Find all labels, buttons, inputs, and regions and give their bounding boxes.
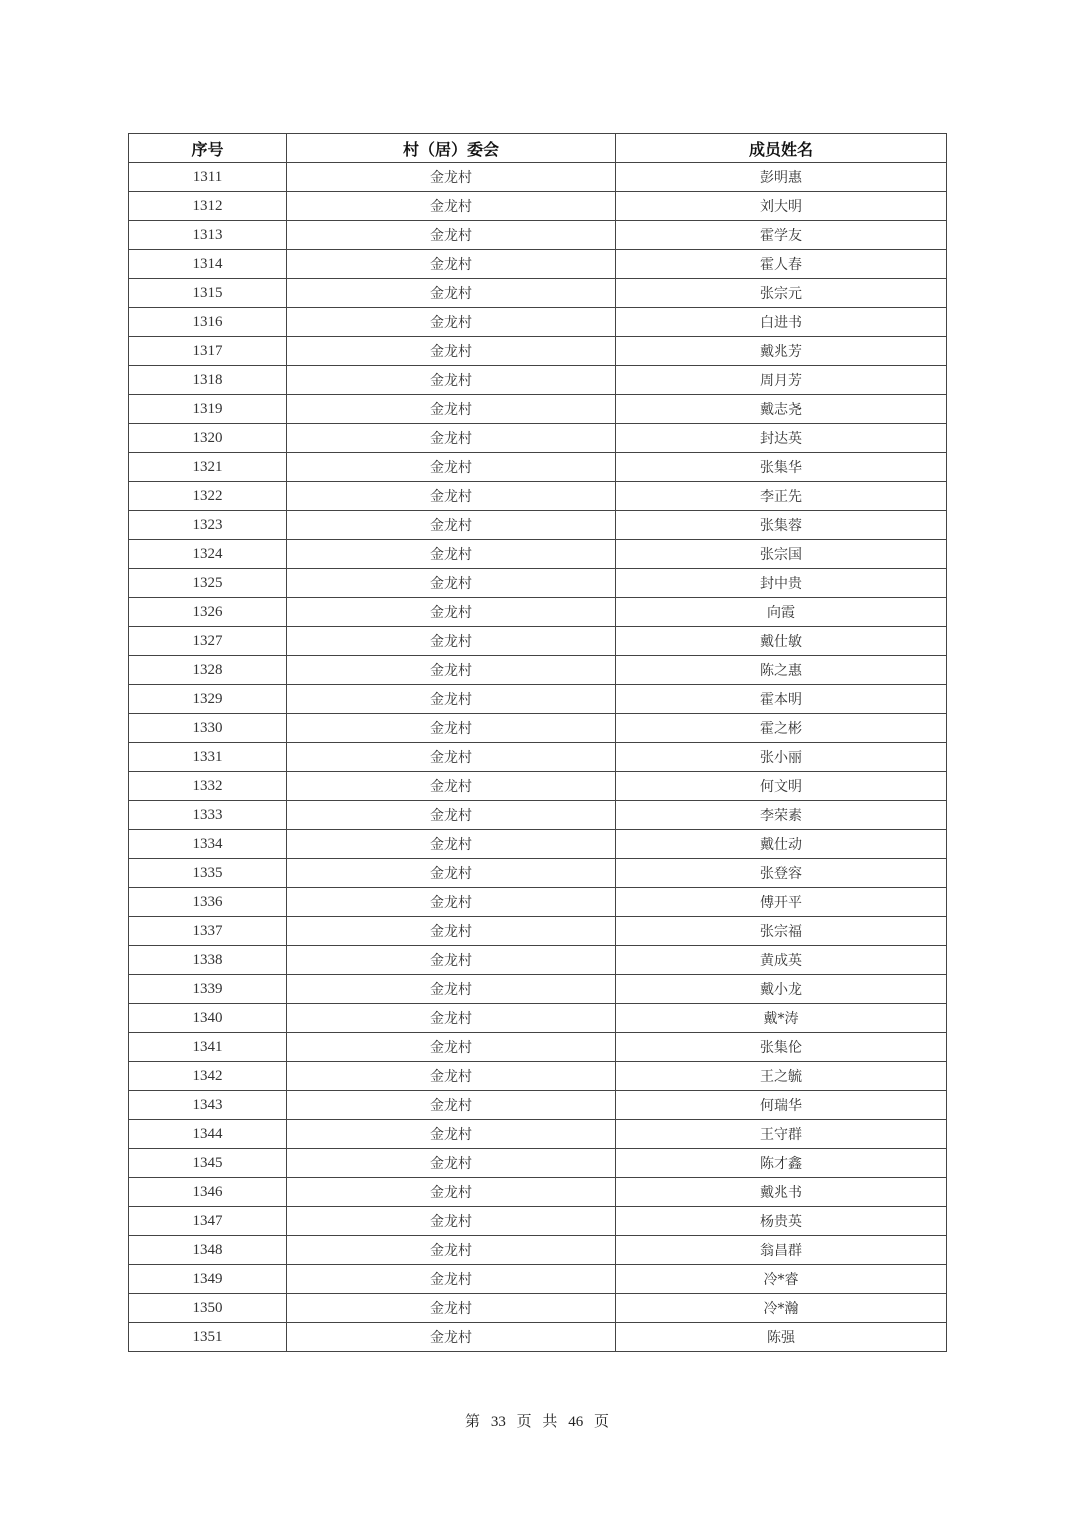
cell-village-committee: 金龙村 bbox=[287, 163, 616, 192]
table-row bbox=[129, 1120, 947, 1149]
cell-serial-number: 1338 bbox=[129, 946, 287, 975]
cell-village-committee: 金龙村 bbox=[287, 366, 616, 395]
table-row bbox=[129, 714, 947, 743]
table-row bbox=[129, 1236, 947, 1265]
cell-member-name: 刘大明 bbox=[616, 192, 947, 221]
cell-member-name: 霍之彬 bbox=[616, 714, 947, 743]
cell-serial-number: 1321 bbox=[129, 453, 287, 482]
cell-village-committee: 金龙村 bbox=[287, 743, 616, 772]
cell-serial-number: 1340 bbox=[129, 1004, 287, 1033]
cell-member-name: 戴*涛 bbox=[616, 1004, 947, 1033]
cell-village-committee: 金龙村 bbox=[287, 192, 616, 221]
table-row bbox=[129, 888, 947, 917]
footer-current-page: 33 bbox=[490, 1414, 506, 1430]
table-row bbox=[129, 511, 947, 540]
cell-village-committee: 金龙村 bbox=[287, 1207, 616, 1236]
cell-serial-number: 1315 bbox=[129, 279, 287, 308]
cell-member-name: 张集华 bbox=[616, 453, 947, 482]
table-row bbox=[129, 685, 947, 714]
table-row bbox=[129, 308, 947, 337]
cell-village-committee: 金龙村 bbox=[287, 1178, 616, 1207]
cell-village-committee: 金龙村 bbox=[287, 1033, 616, 1062]
cell-serial-number: 1325 bbox=[129, 569, 287, 598]
table-row bbox=[129, 1033, 947, 1062]
cell-member-name: 冷*睿 bbox=[616, 1265, 947, 1294]
table-row bbox=[129, 163, 947, 192]
cell-village-committee: 金龙村 bbox=[287, 656, 616, 685]
cell-serial-number: 1339 bbox=[129, 975, 287, 1004]
cell-member-name: 戴小龙 bbox=[616, 975, 947, 1004]
cell-village-committee: 金龙村 bbox=[287, 1294, 616, 1323]
cell-member-name: 白进书 bbox=[616, 308, 947, 337]
cell-village-committee: 金龙村 bbox=[287, 1004, 616, 1033]
footer-suffix: 页 bbox=[593, 1412, 609, 1430]
cell-serial-number: 1328 bbox=[129, 656, 287, 685]
cell-village-committee: 金龙村 bbox=[287, 395, 616, 424]
cell-member-name: 陈才鑫 bbox=[616, 1149, 947, 1178]
cell-serial-number: 1342 bbox=[129, 1062, 287, 1091]
cell-member-name: 傅开平 bbox=[616, 888, 947, 917]
table-row bbox=[129, 743, 947, 772]
cell-village-committee: 金龙村 bbox=[287, 308, 616, 337]
cell-member-name: 何文明 bbox=[616, 772, 947, 801]
cell-member-name: 张宗元 bbox=[616, 279, 947, 308]
table-row bbox=[129, 1178, 947, 1207]
table-row bbox=[129, 337, 947, 366]
cell-serial-number: 1322 bbox=[129, 482, 287, 511]
table-row bbox=[129, 656, 947, 685]
cell-serial-number: 1337 bbox=[129, 917, 287, 946]
footer-page-word: 页 bbox=[516, 1412, 532, 1430]
header-member-name: 成员姓名 bbox=[616, 134, 947, 163]
cell-member-name: 王之毓 bbox=[616, 1062, 947, 1091]
cell-member-name: 张登容 bbox=[616, 859, 947, 888]
cell-serial-number: 1334 bbox=[129, 830, 287, 859]
cell-serial-number: 1344 bbox=[129, 1120, 287, 1149]
header-village-committee: 村（居）委会 bbox=[287, 134, 616, 163]
cell-member-name: 翁昌群 bbox=[616, 1236, 947, 1265]
cell-village-committee: 金龙村 bbox=[287, 1323, 616, 1352]
cell-member-name: 冷*瀚 bbox=[616, 1294, 947, 1323]
cell-village-committee: 金龙村 bbox=[287, 830, 616, 859]
cell-member-name: 向霞 bbox=[616, 598, 947, 627]
cell-village-committee: 金龙村 bbox=[287, 946, 616, 975]
cell-village-committee: 金龙村 bbox=[287, 801, 616, 830]
cell-village-committee: 金龙村 bbox=[287, 424, 616, 453]
cell-village-committee: 金龙村 bbox=[287, 453, 616, 482]
cell-serial-number: 1323 bbox=[129, 511, 287, 540]
header-serial-number: 序号 bbox=[129, 134, 287, 163]
cell-village-committee: 金龙村 bbox=[287, 279, 616, 308]
cell-member-name: 戴仕敏 bbox=[616, 627, 947, 656]
table-row bbox=[129, 1294, 947, 1323]
cell-village-committee: 金龙村 bbox=[287, 888, 616, 917]
cell-serial-number: 1348 bbox=[129, 1236, 287, 1265]
table-row bbox=[129, 453, 947, 482]
cell-serial-number: 1316 bbox=[129, 308, 287, 337]
cell-serial-number: 1331 bbox=[129, 743, 287, 772]
table-row bbox=[129, 569, 947, 598]
cell-village-committee: 金龙村 bbox=[287, 975, 616, 1004]
table-row bbox=[129, 627, 947, 656]
cell-member-name: 陈之惠 bbox=[616, 656, 947, 685]
cell-member-name: 霍学友 bbox=[616, 221, 947, 250]
cell-village-committee: 金龙村 bbox=[287, 1236, 616, 1265]
cell-village-committee: 金龙村 bbox=[287, 627, 616, 656]
cell-serial-number: 1319 bbox=[129, 395, 287, 424]
page-footer bbox=[0, 1410, 1074, 1431]
cell-village-committee: 金龙村 bbox=[287, 685, 616, 714]
table-row bbox=[129, 366, 947, 395]
cell-serial-number: 1311 bbox=[129, 163, 287, 192]
cell-member-name: 霍本明 bbox=[616, 685, 947, 714]
cell-member-name: 黄成英 bbox=[616, 946, 947, 975]
table-row bbox=[129, 192, 947, 221]
cell-member-name: 何瑞华 bbox=[616, 1091, 947, 1120]
cell-serial-number: 1335 bbox=[129, 859, 287, 888]
cell-member-name: 张集蓉 bbox=[616, 511, 947, 540]
table-row bbox=[129, 772, 947, 801]
cell-serial-number: 1332 bbox=[129, 772, 287, 801]
table-row bbox=[129, 221, 947, 250]
cell-member-name: 李荣素 bbox=[616, 801, 947, 830]
cell-serial-number: 1336 bbox=[129, 888, 287, 917]
cell-village-committee: 金龙村 bbox=[287, 511, 616, 540]
cell-village-committee: 金龙村 bbox=[287, 1265, 616, 1294]
cell-serial-number: 1326 bbox=[129, 598, 287, 627]
cell-village-committee: 金龙村 bbox=[287, 1149, 616, 1178]
cell-serial-number: 1345 bbox=[129, 1149, 287, 1178]
table-row bbox=[129, 598, 947, 627]
cell-village-committee: 金龙村 bbox=[287, 540, 616, 569]
cell-serial-number: 1329 bbox=[129, 685, 287, 714]
cell-serial-number: 1350 bbox=[129, 1294, 287, 1323]
table-row bbox=[129, 1062, 947, 1091]
table-row bbox=[129, 250, 947, 279]
footer-total-pages: 46 bbox=[568, 1414, 584, 1430]
table-row bbox=[129, 1149, 947, 1178]
cell-serial-number: 1314 bbox=[129, 250, 287, 279]
cell-village-committee: 金龙村 bbox=[287, 482, 616, 511]
table-row bbox=[129, 1323, 947, 1352]
cell-member-name: 陈强 bbox=[616, 1323, 947, 1352]
cell-member-name: 戴兆芳 bbox=[616, 337, 947, 366]
cell-village-committee: 金龙村 bbox=[287, 1120, 616, 1149]
cell-village-committee: 金龙村 bbox=[287, 598, 616, 627]
cell-serial-number: 1343 bbox=[129, 1091, 287, 1120]
cell-member-name: 张宗国 bbox=[616, 540, 947, 569]
table-row bbox=[129, 1091, 947, 1120]
table-header-row bbox=[129, 134, 947, 163]
table-row bbox=[129, 1265, 947, 1294]
cell-village-committee: 金龙村 bbox=[287, 1062, 616, 1091]
member-table-container bbox=[128, 133, 946, 1352]
cell-village-committee: 金龙村 bbox=[287, 714, 616, 743]
table-row bbox=[129, 424, 947, 453]
cell-member-name: 周月芳 bbox=[616, 366, 947, 395]
table-row bbox=[129, 482, 947, 511]
table-row bbox=[129, 917, 947, 946]
cell-village-committee: 金龙村 bbox=[287, 859, 616, 888]
table-row bbox=[129, 1207, 947, 1236]
cell-village-committee: 金龙村 bbox=[287, 772, 616, 801]
cell-serial-number: 1313 bbox=[129, 221, 287, 250]
cell-member-name: 王守群 bbox=[616, 1120, 947, 1149]
table-row bbox=[129, 946, 947, 975]
cell-member-name: 封中贵 bbox=[616, 569, 947, 598]
cell-serial-number: 1312 bbox=[129, 192, 287, 221]
table-body bbox=[129, 163, 947, 1352]
cell-village-committee: 金龙村 bbox=[287, 1091, 616, 1120]
cell-member-name: 张小丽 bbox=[616, 743, 947, 772]
table-row bbox=[129, 801, 947, 830]
cell-member-name: 霍人春 bbox=[616, 250, 947, 279]
footer-prefix: 第 bbox=[465, 1412, 481, 1430]
cell-member-name: 封达英 bbox=[616, 424, 947, 453]
cell-serial-number: 1333 bbox=[129, 801, 287, 830]
cell-serial-number: 1346 bbox=[129, 1178, 287, 1207]
table-row bbox=[129, 279, 947, 308]
cell-serial-number: 1349 bbox=[129, 1265, 287, 1294]
table-row bbox=[129, 395, 947, 424]
cell-village-committee: 金龙村 bbox=[287, 917, 616, 946]
cell-serial-number: 1324 bbox=[129, 540, 287, 569]
member-table bbox=[128, 133, 947, 1352]
table-row bbox=[129, 975, 947, 1004]
cell-member-name: 李正先 bbox=[616, 482, 947, 511]
cell-member-name: 戴兆书 bbox=[616, 1178, 947, 1207]
cell-serial-number: 1318 bbox=[129, 366, 287, 395]
table-row bbox=[129, 830, 947, 859]
cell-serial-number: 1341 bbox=[129, 1033, 287, 1062]
cell-member-name: 彭明惠 bbox=[616, 163, 947, 192]
cell-village-committee: 金龙村 bbox=[287, 221, 616, 250]
cell-serial-number: 1330 bbox=[129, 714, 287, 743]
table-row bbox=[129, 1004, 947, 1033]
table-row bbox=[129, 859, 947, 888]
cell-member-name: 戴仕动 bbox=[616, 830, 947, 859]
cell-member-name: 张宗福 bbox=[616, 917, 947, 946]
cell-member-name: 戴志尧 bbox=[616, 395, 947, 424]
cell-member-name: 张集伦 bbox=[616, 1033, 947, 1062]
footer-total-word: 共 bbox=[542, 1412, 558, 1430]
cell-member-name: 杨贵英 bbox=[616, 1207, 947, 1236]
cell-serial-number: 1317 bbox=[129, 337, 287, 366]
cell-serial-number: 1327 bbox=[129, 627, 287, 656]
cell-serial-number: 1347 bbox=[129, 1207, 287, 1236]
cell-village-committee: 金龙村 bbox=[287, 337, 616, 366]
cell-village-committee: 金龙村 bbox=[287, 250, 616, 279]
cell-serial-number: 1351 bbox=[129, 1323, 287, 1352]
cell-village-committee: 金龙村 bbox=[287, 569, 616, 598]
table-row bbox=[129, 540, 947, 569]
cell-serial-number: 1320 bbox=[129, 424, 287, 453]
